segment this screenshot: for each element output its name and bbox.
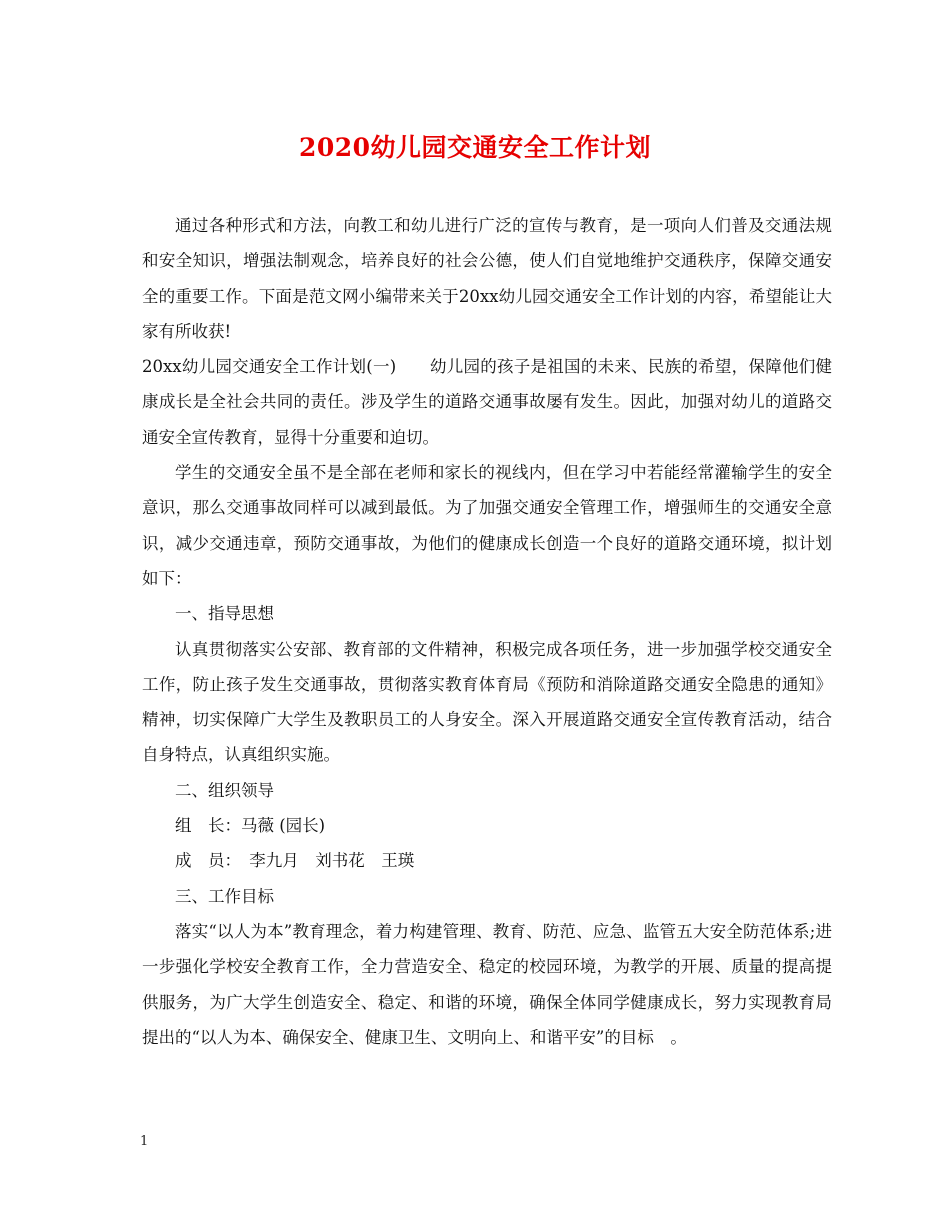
section-heading-guiding-ideology: 一、指导思想 <box>175 604 274 624</box>
document-title: 2020幼儿园交通安全工作计划 <box>298 133 652 162</box>
team-members-line: 成 员： 李九月 刘书花 王瑛 <box>175 851 415 871</box>
guiding-ideology-paragraph: 认真贯彻落实公安部、教育部的文件精神，积极完成各项任务，进一步加强学校交通安全工作，防止孩子发生交通事故，贯彻落实教育体育局《预防和消除道路交通安全隐患的通知》精神，切实保障广大学生及教职员工的人身安全。深入开展道路交通安全宣传教育活动，结合自身特点，认真组织实施。 <box>142 639 832 765</box>
plan-purpose-paragraph: 学生的交通安全虽不是全部在老师和家长的视线内，但在学习中若能经常灌输学生的安全意识，那么交通事故同样可以减到最低。为了加强交通安全管理工作，增强师生的交通安全意识，减少交通违章，预防交通事故，为他们的健康成长创造一个良好的道路交通环境，拟计划如下： <box>142 463 832 588</box>
plan-one-paragraph: 20xx幼儿园交通安全工作计划(一) 幼儿园的孩子是祖国的未来、民族的希望，保障他们健康成长是全社会共同的责任。涉及学生的道路交通事故屡有发生。因此，加强对幼儿的道路交通安全宣传教育，显得十分重要和迫切。 <box>142 357 832 447</box>
section-heading-goals: 三、工作目标 <box>175 886 274 906</box>
document-body <box>142 208 832 1055</box>
team-leader-line: 组 长：马薇 (园长) <box>175 816 326 836</box>
page-number: 1 <box>140 1134 149 1149</box>
intro-paragraph: 通过各种形式和方法，向教工和幼儿进行广泛的宣传与教育，是一项向人们普及交通法规和安全知识，增强法制观念，培养良好的社会公德，使人们自觉地维护交通秩序，保障交通安全的重要工作。下面是范文网小编带来关于20xx幼儿园交通安全工作计划的内容，希望能让大家有所收获! <box>142 216 832 341</box>
section-heading-organization: 二、组织领导 <box>175 780 274 800</box>
goals-paragraph: 落实“以人为本”教育理念，着力构建管理、教育、防范、应急、监管五大安全防范体系;进一步强化学校安全教育工作，全力营造安全、稳定的校园环境，为教学的开展、质量的提高提供服务，为广大学生创造安全、稳定、和谐的环境，确保全体同学健康成长，努力实现教育局提出的“以人为本、确保安全、健康卫生、文明向上、和谐平安”的目标 。 <box>142 921 832 1047</box>
